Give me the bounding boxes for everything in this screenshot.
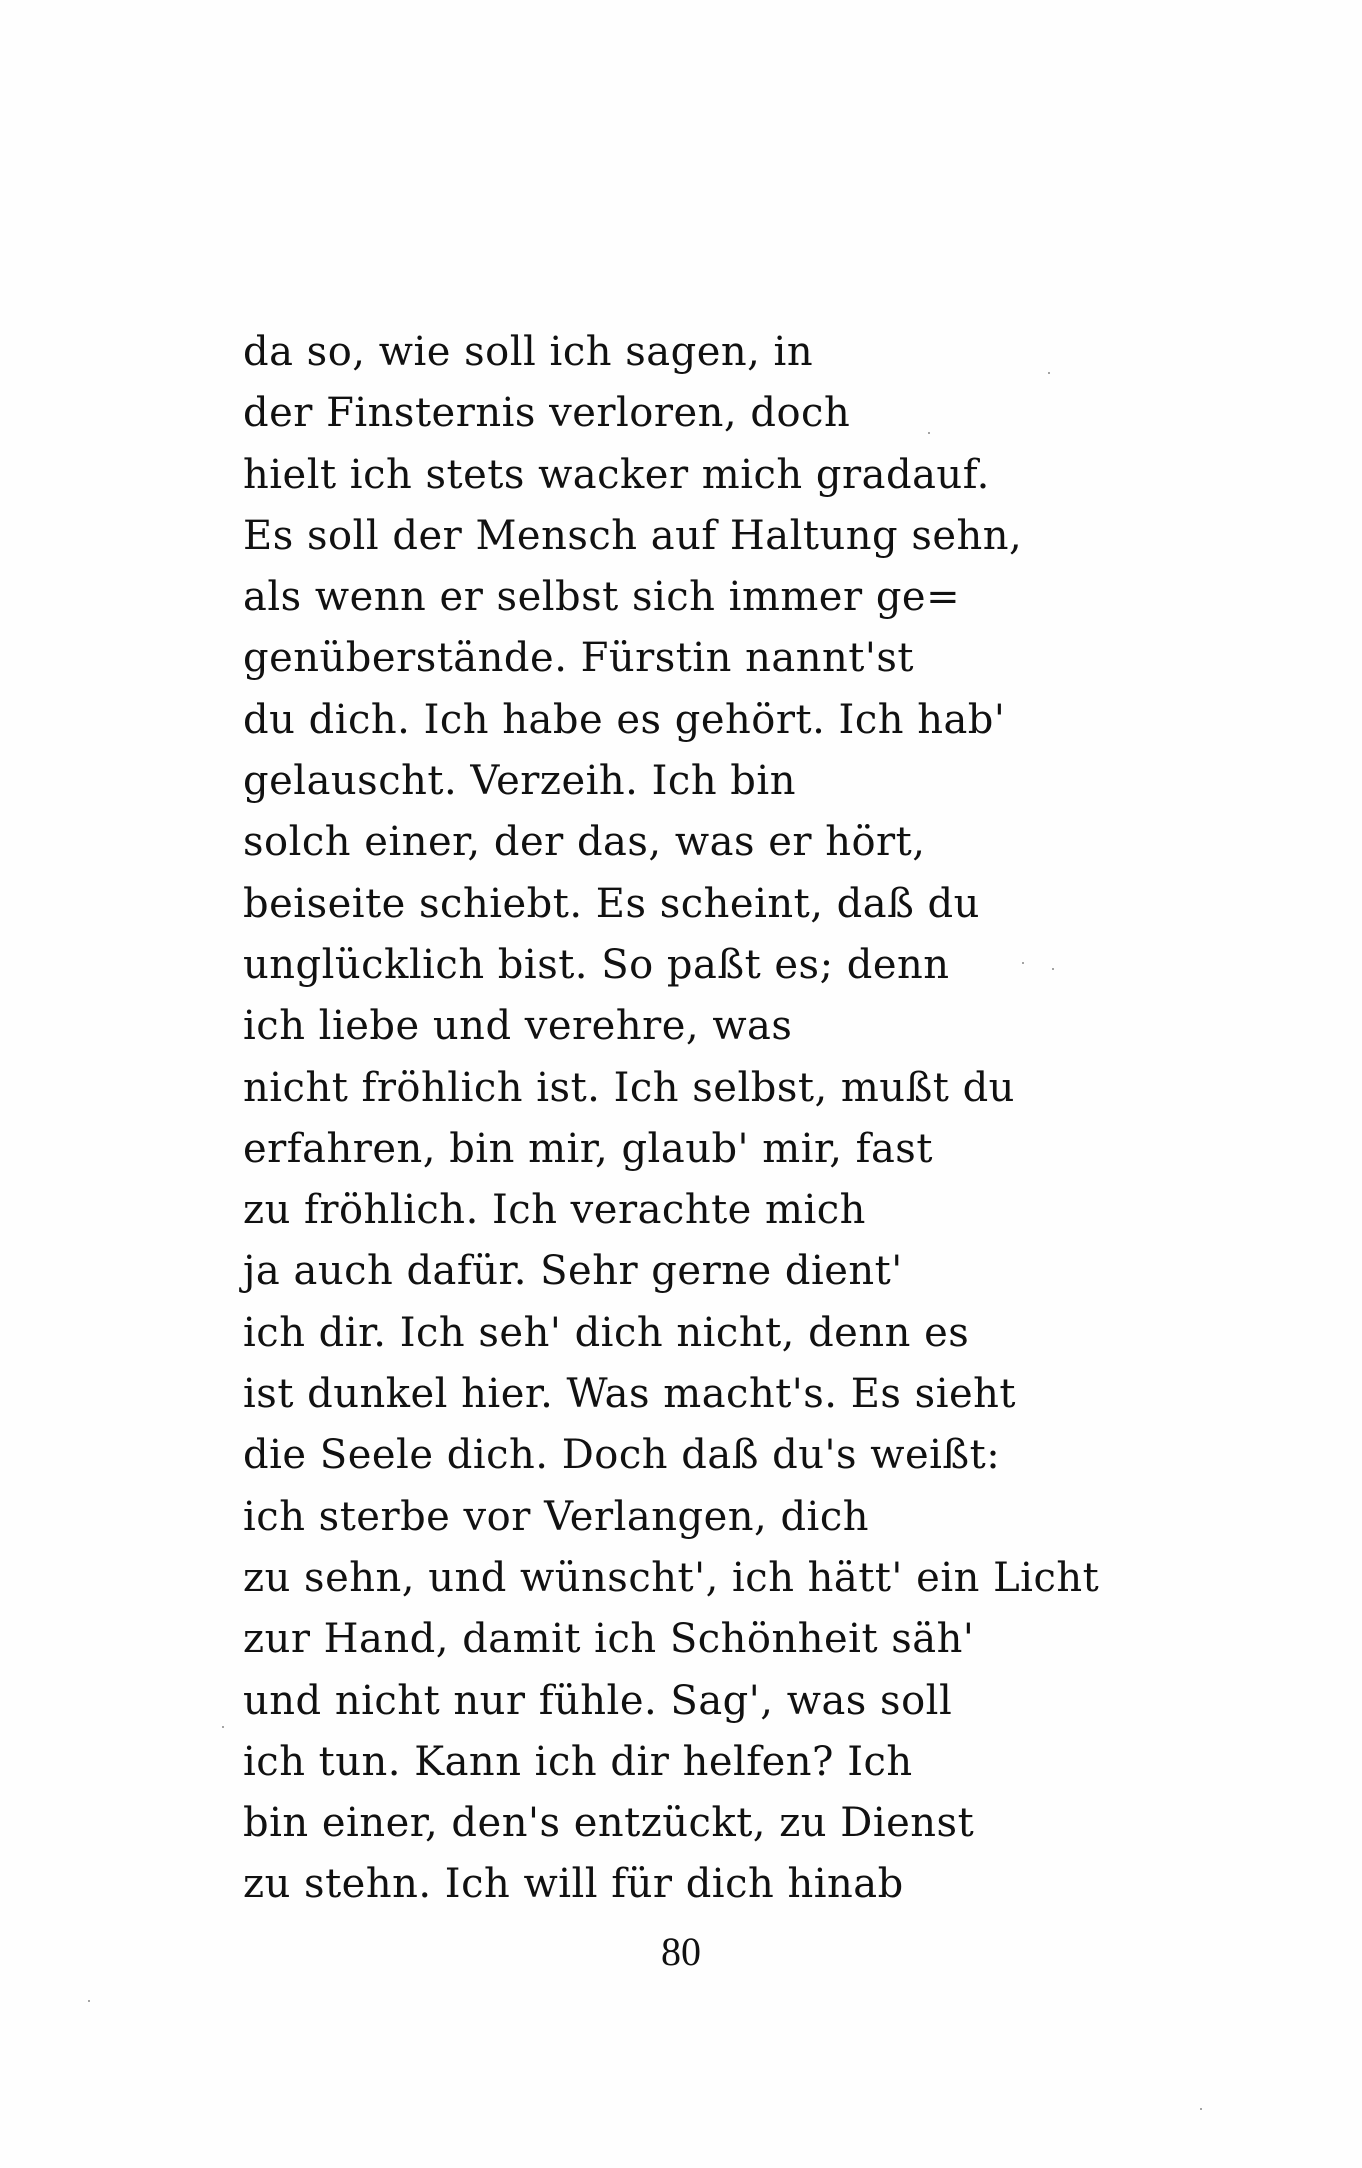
text-line: ja auch dafür. Sehr gerne dient'	[243, 1248, 903, 1295]
text-line: zu stehn. Ich will für dich hinab	[243, 1861, 904, 1908]
paper-speck	[928, 432, 930, 434]
paper-speck	[1022, 962, 1024, 964]
text-line: du dich. Ich habe es gehört. Ich hab'	[243, 696, 1006, 743]
text-line: der Finsternis verloren, doch	[243, 390, 851, 437]
text-line: genüberstände. Fürstin nannt'st	[243, 635, 914, 682]
text-line: unglücklich bist. So paßt es; denn	[243, 941, 950, 988]
paper-speck	[1052, 968, 1054, 970]
text-line: Es soll der Mensch auf Haltung sehn,	[243, 512, 1023, 559]
verse-text-block	[243, 322, 1123, 1916]
text-line: ich liebe und verehre, was	[243, 1003, 793, 1050]
text-line: gelauscht. Verzeih. Ich bin	[243, 758, 796, 805]
text-line: zur Hand, damit ich Schönheit säh'	[243, 1616, 975, 1663]
text-line: erfahren, bin mir, glaub' mir, fast	[243, 1125, 933, 1172]
text-line: zu fröhlich. Ich verachte mich	[243, 1187, 866, 1234]
text-line: beiseite schiebt. Es scheint, daß du	[243, 880, 980, 927]
text-line: als wenn er selbst sich immer ge=	[243, 574, 961, 621]
text-line: ich tun. Kann ich dir helfen? Ich	[243, 1738, 913, 1785]
paper-speck	[88, 2000, 90, 2002]
text-line: hielt ich stets wacker mich gradauf.	[243, 451, 990, 498]
text-line: solch einer, der das, was er hört,	[243, 819, 926, 866]
text-line: und nicht nur fühle. Sag', was soll	[243, 1677, 953, 1724]
text-line: da so, wie soll ich sagen, in	[243, 329, 814, 375]
text-line: bin einer, den's entzückt, zu Dienst	[243, 1800, 975, 1847]
paper-speck	[1048, 372, 1050, 374]
text-line: ist dunkel hier. Was macht's. Es sieht	[243, 1371, 1017, 1418]
text-line: zu sehn, und wünscht', ich hätt' ein Licht	[243, 1554, 1100, 1601]
page-number: 80	[661, 1929, 701, 1974]
paper-speck	[1200, 2108, 1202, 2110]
text-line: die Seele dich. Doch daß du's weißt:	[243, 1432, 1001, 1479]
text-line: nicht fröhlich ist. Ich selbst, mußt du	[243, 1064, 1015, 1111]
paper-speck	[222, 1726, 224, 1728]
text-line: ich sterbe vor Verlangen, dich	[243, 1493, 870, 1540]
text-line: ich dir. Ich seh' dich nicht, denn es	[243, 1309, 970, 1356]
